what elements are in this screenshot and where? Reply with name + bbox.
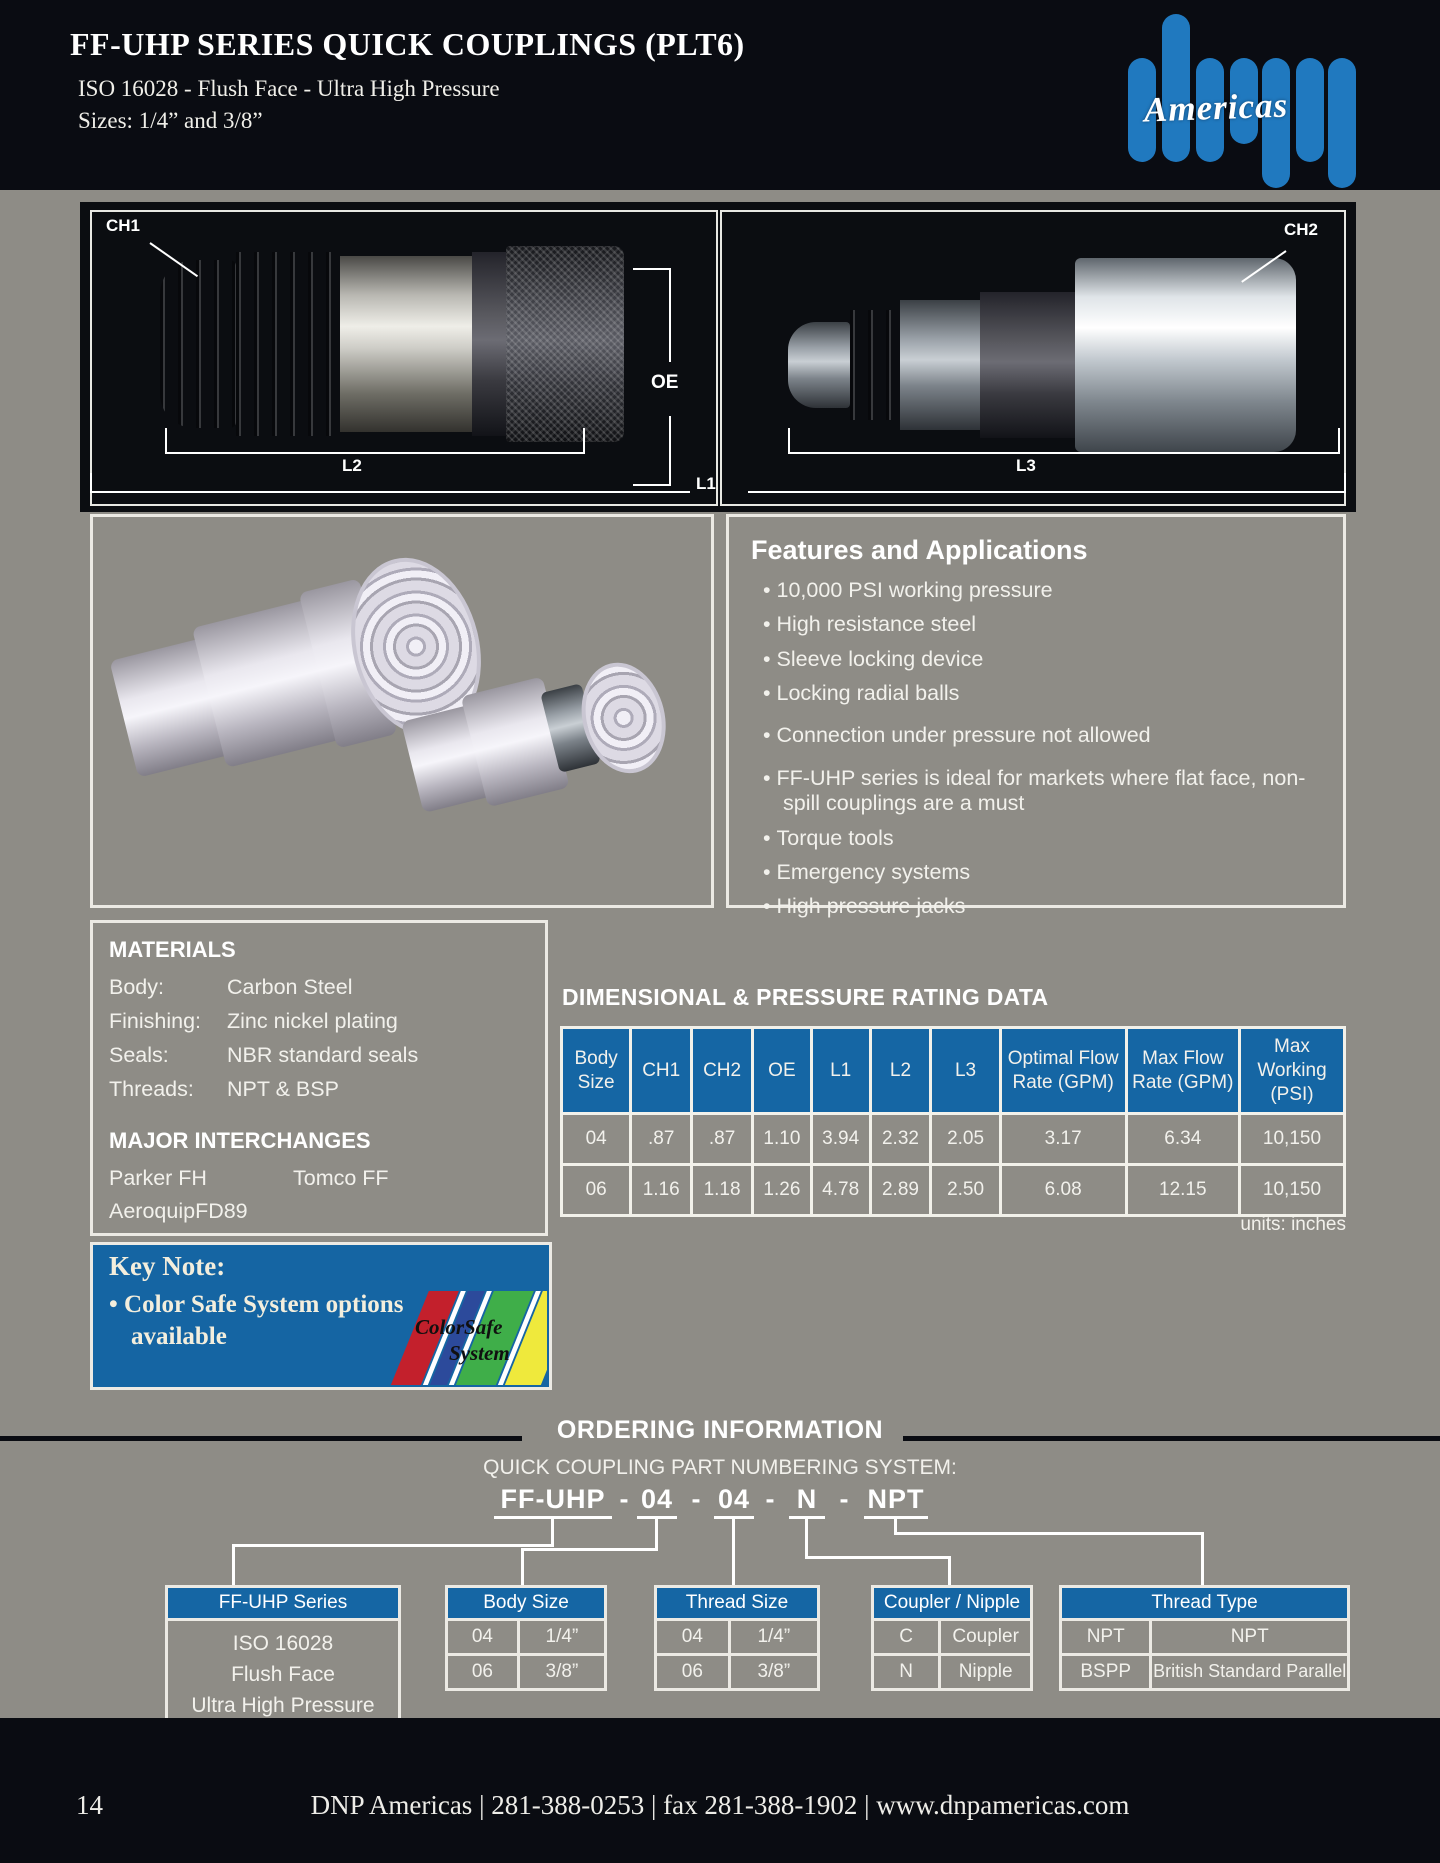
page-number: 14 (76, 1790, 103, 1820)
series-box-line: Ultra High Pressure (191, 1694, 375, 1717)
table-cell: 6.34 (1126, 1114, 1239, 1165)
dim-label-ch2: CH2 (1284, 220, 1319, 239)
l3-line (788, 452, 1340, 454)
table-cell: 10,150 (1239, 1114, 1344, 1165)
connector-line (805, 1556, 951, 1559)
connector-line (521, 1548, 524, 1585)
material-label: Threads: (109, 1077, 194, 1101)
coupler-face-rings (160, 260, 236, 428)
feature-item: • High pressure jacks (763, 894, 1325, 919)
product-photo-panel (80, 202, 1356, 512)
dim-label-l1: L1 (696, 474, 716, 493)
page-subtitle: ISO 16028 - Flush Face - Ultra High Pressure (78, 76, 500, 101)
table-cell: 04 (562, 1114, 631, 1165)
dnp-logo-bar (1296, 58, 1324, 162)
interchange-item: Tomco FF (293, 1166, 389, 1190)
connector-line (232, 1544, 235, 1585)
thread-type-box (1059, 1585, 1350, 1691)
connector-line (894, 1532, 1204, 1535)
connector-line (521, 1548, 658, 1551)
table-cell: 1.16 (631, 1165, 692, 1216)
footer (0, 1718, 1440, 1863)
table-cell: 3.94 (811, 1114, 870, 1165)
material-row (109, 1009, 531, 1034)
code-dash: - (839, 1484, 849, 1514)
coupler-knurled-sleeve (506, 246, 624, 442)
dim-label-oe: OE (651, 372, 679, 393)
materials-panel (90, 920, 548, 1236)
nipple-collar (980, 292, 1075, 438)
dim-label-l3: L3 (1016, 456, 1036, 475)
connector-line (948, 1556, 951, 1585)
option-code: 06 (471, 1661, 493, 1682)
material-value: Carbon Steel (227, 975, 353, 999)
material-label: Body: (109, 975, 164, 999)
col-header: Max Working (PSI) (1239, 1028, 1344, 1114)
key-note-panel (90, 1242, 552, 1390)
dnp-logo-bar (1162, 14, 1190, 162)
features-heading: Features and Applications (751, 535, 1088, 565)
col-header: L2 (870, 1028, 931, 1114)
dim-label-l2: L2 (342, 456, 362, 475)
feature-item: • Emergency systems (763, 860, 1325, 885)
feature-item: • FF-UHP series is ideal for markets where flat face, non-spill couplings are a must (763, 766, 1325, 817)
nipple-ring (850, 310, 900, 420)
connector-line (655, 1518, 658, 1550)
coupler-collar (472, 252, 506, 436)
material-label: Seals: (109, 1043, 169, 1067)
materials-heading: MATERIALS (109, 937, 236, 962)
col-header: Optimal Flow Rate (GPM) (1000, 1028, 1126, 1114)
l3-end-right (1338, 428, 1340, 454)
option-code: 04 (681, 1626, 703, 1647)
series-box-line: Flush Face (231, 1663, 335, 1686)
dnp-logo-bar (1328, 58, 1356, 188)
col-header: L3 (931, 1028, 1000, 1114)
series-box-line: ISO 16028 (232, 1632, 334, 1655)
material-value: NBR standard seals (227, 1043, 419, 1067)
col-header: Body Size (562, 1028, 631, 1114)
table-cell: 2.05 (931, 1114, 1000, 1165)
table-cell: 12.15 (1126, 1165, 1239, 1216)
coupler-photo (160, 252, 624, 436)
option-code: 04 (471, 1626, 493, 1647)
option-value: Nipple (938, 1656, 1030, 1688)
oe-line-bottom (669, 416, 671, 484)
l1-line-right (748, 491, 1346, 493)
contact-info: DNP Americas | 281-388-0253 | fax 281-388-1902 | www.dnpamericas.com (310, 1790, 1130, 1820)
l3-end-left (788, 428, 790, 454)
dim-label-ch1: CH1 (106, 216, 141, 235)
ordering-title: ORDERING INFORMATION (556, 1416, 884, 1444)
ordering-subtitle: QUICK COUPLING PART NUMBERING SYSTEM: (483, 1456, 957, 1479)
coupler-hex-body (340, 256, 472, 432)
code-coupler-nipple: N (789, 1484, 825, 1519)
oe-tick-bottom (633, 484, 671, 486)
material-row (109, 1077, 531, 1102)
connector-line (805, 1518, 808, 1558)
dimensional-table (560, 1026, 1346, 1217)
code-dash: - (691, 1484, 701, 1514)
option-value: 1/4” (728, 1621, 817, 1653)
series-box-body (168, 1621, 398, 1730)
features-panel (726, 514, 1346, 919)
table-row (562, 1165, 1345, 1216)
l1-end-right (1344, 473, 1346, 491)
col-header: OE (753, 1028, 812, 1114)
option-value: NPT (1149, 1621, 1347, 1653)
color-safe-logo-text: System (449, 1341, 510, 1365)
table-header-row (562, 1028, 1345, 1114)
option-value: 3/8” (517, 1656, 604, 1688)
code-thread-type: NPT (864, 1484, 928, 1519)
interchange-item: Parker FH (109, 1166, 207, 1190)
code-thread-size: 04 (714, 1484, 754, 1519)
connector-line (232, 1544, 554, 1547)
table-cell: 6.08 (1000, 1165, 1126, 1216)
table-cell: 2.32 (870, 1114, 931, 1165)
table-cell: 1.26 (753, 1165, 812, 1216)
coupler-nipple-box (871, 1585, 1033, 1691)
feature-item: • High resistance steel (763, 612, 1325, 637)
table-cell: 2.50 (931, 1165, 1000, 1216)
dimensional-table-title: DIMENSIONAL & PRESSURE RATING DATA (562, 984, 1049, 1010)
body-size-box-header: Body Size (448, 1588, 604, 1621)
l2-line (165, 452, 585, 454)
col-header: L1 (811, 1028, 870, 1114)
material-value: NPT & BSP (227, 1077, 339, 1101)
render-image-panel (90, 514, 714, 908)
nipple-tip (788, 322, 850, 408)
col-header: CH2 (692, 1028, 753, 1114)
oe-line-top (669, 268, 671, 362)
body-size-box (445, 1585, 607, 1691)
option-row (657, 1653, 817, 1688)
feature-item: • Locking radial balls (763, 681, 1325, 706)
option-row (1062, 1653, 1347, 1688)
coupler-sleeve (236, 252, 340, 436)
features-list (729, 578, 1343, 920)
table-cell: .87 (631, 1114, 692, 1165)
table-cell: 10,150 (1239, 1165, 1344, 1216)
nipple-step (900, 300, 980, 430)
l2-end-left (165, 428, 167, 454)
option-code: NPT (1086, 1626, 1125, 1647)
interchange-row (109, 1166, 531, 1191)
thread-type-box-header: Thread Type (1062, 1588, 1347, 1621)
series-box (165, 1585, 401, 1733)
l1-line-left (90, 491, 690, 493)
col-header: Max Flow Rate (GPM) (1126, 1028, 1239, 1114)
table-cell: 2.89 (870, 1165, 931, 1216)
interchange-row (109, 1199, 531, 1224)
thread-size-box (654, 1585, 820, 1691)
nipple-photo (788, 258, 1296, 452)
table-row (562, 1114, 1345, 1165)
feature-item: • Sleeve locking device (763, 647, 1325, 672)
table-cell: 4.78 (811, 1165, 870, 1216)
nipple-hex-body (1075, 258, 1296, 452)
option-code: BSPP (1080, 1661, 1132, 1682)
table-cell: 3.17 (1000, 1114, 1126, 1165)
feature-item: • Connection under pressure not allowed (763, 723, 1325, 748)
connector-line (551, 1518, 554, 1546)
l1-end-left (90, 473, 92, 491)
l2-end-right (583, 428, 585, 454)
connector-line (1201, 1532, 1204, 1585)
option-row (657, 1621, 817, 1653)
code-series: FF-UHP (494, 1484, 612, 1519)
option-value: 1/4” (517, 1621, 604, 1653)
table-cell: 1.10 (753, 1114, 812, 1165)
series-box-header: FF-UHP Series (168, 1588, 398, 1621)
sizes-note: Sizes: 1/4” and 3/8” (78, 108, 263, 133)
coupler-nipple-box-header: Coupler / Nipple (874, 1588, 1030, 1621)
table-cell: 06 (562, 1165, 631, 1216)
thread-size-box-header: Thread Size (657, 1588, 817, 1621)
option-value: Coupler (938, 1621, 1030, 1653)
key-note-bullet: • Color Safe System options available (109, 1289, 441, 1353)
option-row (874, 1653, 1030, 1688)
units-note: units: inches (1240, 1214, 1346, 1235)
code-dash: - (765, 1484, 775, 1514)
color-safe-system-logo (375, 1291, 547, 1385)
code-body-size: 04 (637, 1484, 677, 1519)
connector-line (732, 1518, 735, 1585)
option-code: C (899, 1626, 913, 1647)
table-cell: .87 (692, 1114, 753, 1165)
color-safe-logo-text: ColorSafe (415, 1315, 503, 1339)
key-note-heading: Key Note: (109, 1251, 226, 1281)
feature-item: • 10,000 PSI working pressure (763, 578, 1325, 603)
header (0, 0, 1440, 190)
code-dash: - (619, 1484, 629, 1514)
option-code: 06 (681, 1661, 703, 1682)
interchanges-heading: MAJOR INTERCHANGES (109, 1128, 371, 1153)
feature-item: • Torque tools (763, 826, 1325, 851)
option-value: 3/8” (728, 1656, 817, 1688)
dnp-logo (1128, 12, 1360, 180)
option-row (448, 1621, 604, 1653)
material-label: Finishing: (109, 1009, 202, 1033)
material-row (109, 1043, 531, 1068)
col-header: CH1 (631, 1028, 692, 1114)
option-value: British Standard Parallel (1149, 1656, 1347, 1688)
material-row (109, 975, 531, 1000)
oe-tick-top (633, 268, 671, 270)
dnp-logo-wordmark: Americas (1143, 85, 1289, 130)
interchange-item: AeroquipFD89 (109, 1199, 248, 1223)
option-row (874, 1621, 1030, 1653)
page-title: FF-UHP SERIES QUICK COUPLINGS (PLT6) (70, 26, 745, 62)
material-value: Zinc nickel plating (227, 1009, 398, 1033)
option-row (448, 1653, 604, 1688)
table-cell: 1.18 (692, 1165, 753, 1216)
option-code: N (899, 1661, 913, 1682)
option-row (1062, 1621, 1347, 1653)
